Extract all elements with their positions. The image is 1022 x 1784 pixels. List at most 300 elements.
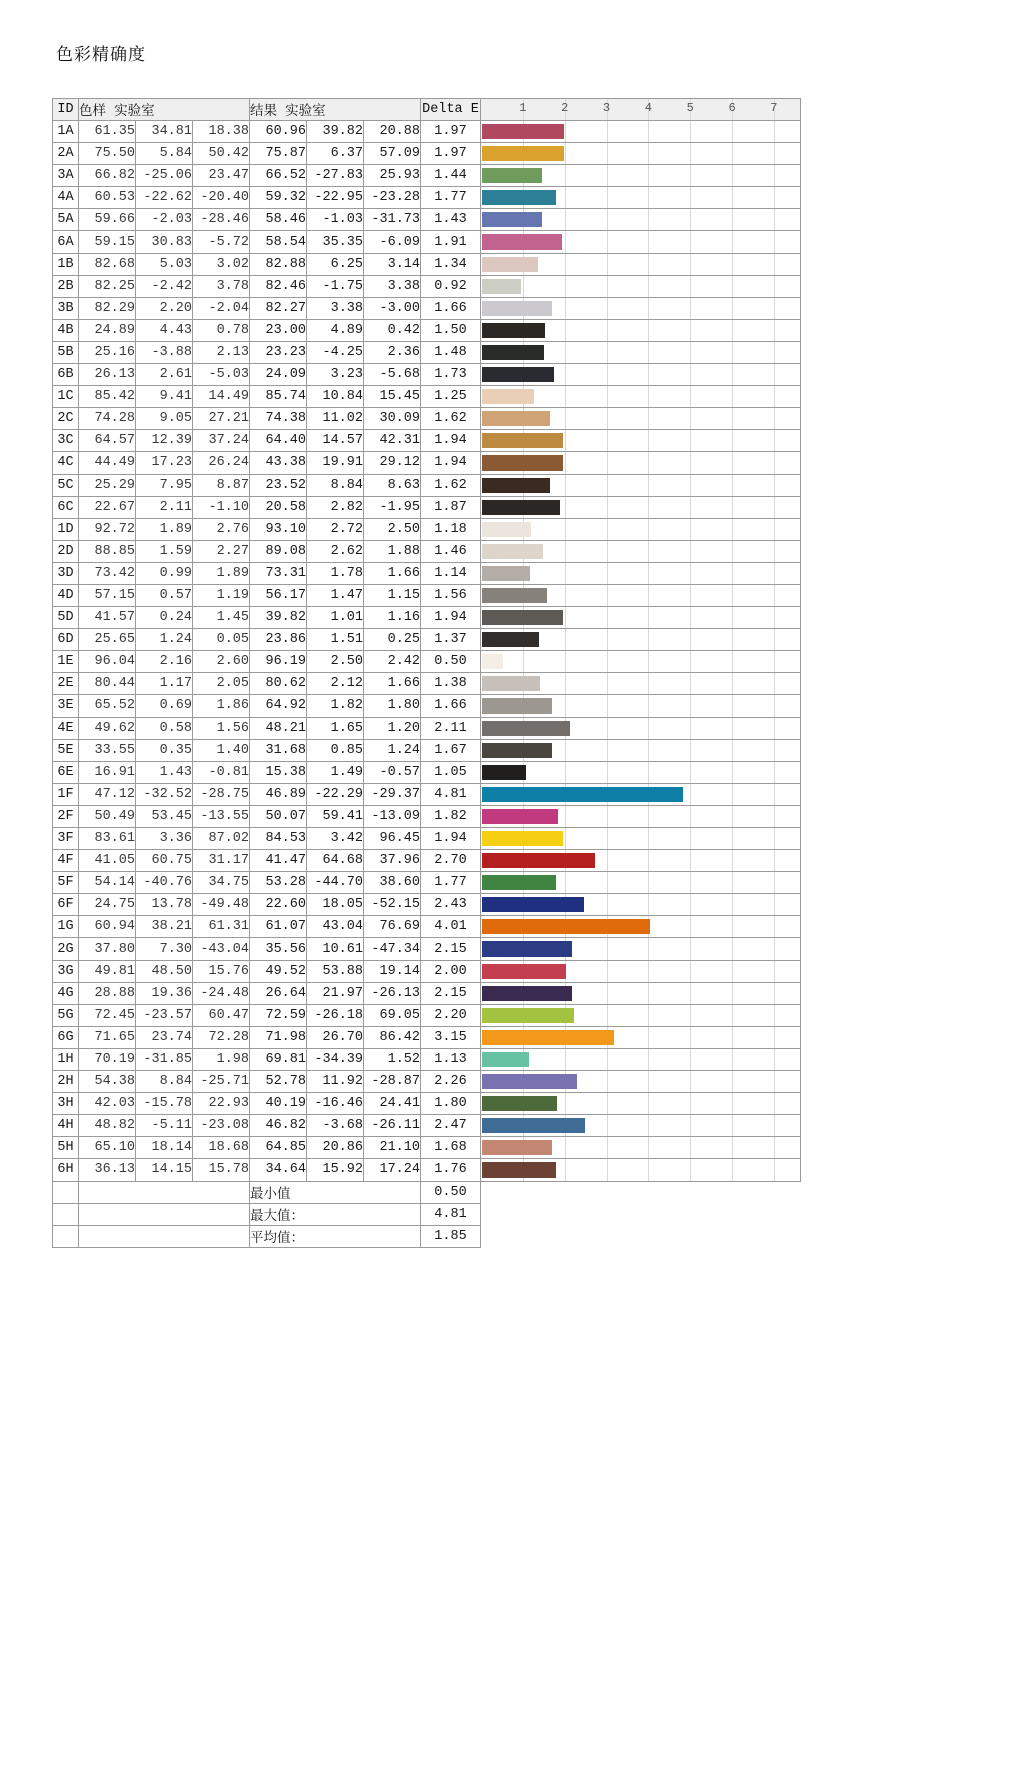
result-lab-1: 21.97 [307, 982, 364, 1004]
sample-lab-1: 0.58 [136, 717, 193, 739]
delta-e-bar-cell [481, 1093, 801, 1115]
delta-e-bar [482, 698, 552, 713]
result-lab-0: 23.52 [250, 474, 307, 496]
result-lab-0: 93.10 [250, 518, 307, 540]
result-lab-2: 25.93 [364, 165, 421, 187]
result-lab-1: 2.62 [307, 540, 364, 562]
delta-e-bar [482, 146, 564, 161]
result-lab-0: 23.86 [250, 629, 307, 651]
sample-lab-1: -15.78 [136, 1093, 193, 1115]
row-id: 2C [53, 408, 79, 430]
sample-lab-2: -5.72 [193, 231, 250, 253]
result-lab-0: 46.82 [250, 1115, 307, 1137]
sample-lab-0: 16.91 [79, 761, 136, 783]
result-lab-2: 1.80 [364, 695, 421, 717]
sample-lab-0: 60.53 [79, 187, 136, 209]
row-id: 5F [53, 872, 79, 894]
result-lab-0: 64.40 [250, 430, 307, 452]
header-axis [481, 99, 801, 121]
delta-e-value: 1.13 [421, 1048, 481, 1070]
row-id: 6A [53, 231, 79, 253]
row-id: 2B [53, 275, 79, 297]
result-lab-2: 0.42 [364, 319, 421, 341]
result-lab-1: -34.39 [307, 1048, 364, 1070]
delta-e-bar [482, 323, 545, 338]
delta-e-bar [482, 853, 595, 868]
sample-lab-0: 59.15 [79, 231, 136, 253]
table-row [53, 430, 801, 452]
row-id: 1H [53, 1048, 79, 1070]
delta-e-bar-cell [481, 1026, 801, 1048]
delta-e-bar-cell [481, 1159, 801, 1181]
axis-tick: 4 [644, 101, 652, 115]
result-lab-1: 64.68 [307, 850, 364, 872]
delta-e-value: 1.94 [421, 607, 481, 629]
delta-e-value: 1.14 [421, 562, 481, 584]
result-lab-0: 58.46 [250, 209, 307, 231]
result-lab-2: -26.13 [364, 982, 421, 1004]
delta-e-value: 1.76 [421, 1159, 481, 1181]
delta-e-value: 1.44 [421, 165, 481, 187]
result-lab-2: -28.87 [364, 1071, 421, 1093]
row-id: 4E [53, 717, 79, 739]
result-lab-2: -29.37 [364, 783, 421, 805]
delta-e-value: 2.43 [421, 894, 481, 916]
result-lab-0: 24.09 [250, 364, 307, 386]
result-lab-1: 39.82 [307, 121, 364, 143]
result-lab-1: -22.95 [307, 187, 364, 209]
delta-e-value: 2.20 [421, 1004, 481, 1026]
sample-lab-2: -24.48 [193, 982, 250, 1004]
delta-e-bar-cell [481, 165, 801, 187]
result-lab-0: 49.52 [250, 960, 307, 982]
sample-lab-1: 13.78 [136, 894, 193, 916]
sample-lab-1: -31.85 [136, 1048, 193, 1070]
delta-e-bar-cell [481, 695, 801, 717]
result-lab-0: 64.92 [250, 695, 307, 717]
sample-lab-2: 87.02 [193, 828, 250, 850]
delta-e-value: 2.15 [421, 982, 481, 1004]
delta-e-bar-cell [481, 143, 801, 165]
sample-lab-0: 85.42 [79, 386, 136, 408]
delta-e-bar [482, 1008, 574, 1023]
result-lab-0: 41.47 [250, 850, 307, 872]
sample-lab-2: 22.93 [193, 1093, 250, 1115]
sample-lab-2: 0.78 [193, 319, 250, 341]
row-id: 1E [53, 651, 79, 673]
delta-e-value: 3.15 [421, 1026, 481, 1048]
result-lab-1: 3.38 [307, 297, 364, 319]
delta-e-bar-cell [481, 872, 801, 894]
color-accuracy-table [52, 98, 801, 1248]
result-lab-2: 1.66 [364, 673, 421, 695]
sample-lab-1: 7.30 [136, 938, 193, 960]
sample-lab-2: 26.24 [193, 452, 250, 474]
sample-lab-0: 25.16 [79, 341, 136, 363]
sample-lab-1: 2.61 [136, 364, 193, 386]
delta-e-bar-cell [481, 1137, 801, 1159]
table-row [53, 1026, 801, 1048]
sample-lab-0: 54.14 [79, 872, 136, 894]
result-lab-2: 42.31 [364, 430, 421, 452]
delta-e-bar [482, 234, 562, 249]
sample-lab-0: 59.66 [79, 209, 136, 231]
row-id: 2G [53, 938, 79, 960]
delta-e-bar [482, 1096, 557, 1111]
table-row [53, 1159, 801, 1181]
sample-lab-1: 23.74 [136, 1026, 193, 1048]
sample-lab-0: 25.29 [79, 474, 136, 496]
delta-e-bar [482, 765, 526, 780]
table-row [53, 364, 801, 386]
result-lab-0: 82.27 [250, 297, 307, 319]
color-accuracy-chart [52, 98, 852, 1248]
axis-tick: 5 [686, 101, 694, 115]
sample-lab-2: -28.46 [193, 209, 250, 231]
sample-lab-1: 0.24 [136, 607, 193, 629]
delta-e-bar-cell [481, 938, 801, 960]
row-id: 5B [53, 341, 79, 363]
delta-e-bar-cell [481, 673, 801, 695]
delta-e-value: 2.26 [421, 1071, 481, 1093]
table-row [53, 761, 801, 783]
delta-e-bar-cell [481, 562, 801, 584]
delta-e-value: 1.82 [421, 805, 481, 827]
sample-lab-0: 92.72 [79, 518, 136, 540]
summary-value: 1.85 [421, 1225, 481, 1247]
header-result: 结果 实验室 [250, 99, 421, 121]
result-lab-1: 3.42 [307, 828, 364, 850]
result-lab-2: 69.05 [364, 1004, 421, 1026]
sample-lab-2: 1.86 [193, 695, 250, 717]
sample-lab-2: 1.56 [193, 717, 250, 739]
delta-e-value: 1.50 [421, 319, 481, 341]
delta-e-bar-cell [481, 496, 801, 518]
axis-tick: 7 [770, 101, 778, 115]
delta-e-bar-cell [481, 1048, 801, 1070]
sample-lab-2: 1.89 [193, 562, 250, 584]
sample-lab-2: -49.48 [193, 894, 250, 916]
result-lab-1: -4.25 [307, 341, 364, 363]
delta-e-bar [482, 743, 552, 758]
sample-lab-2: -20.40 [193, 187, 250, 209]
sample-lab-1: 60.75 [136, 850, 193, 872]
result-lab-2: 1.20 [364, 717, 421, 739]
delta-e-bar-cell [481, 982, 801, 1004]
delta-e-value: 1.87 [421, 496, 481, 518]
result-lab-2: -0.57 [364, 761, 421, 783]
delta-e-value: 1.56 [421, 584, 481, 606]
delta-e-bar [482, 919, 650, 934]
row-id: 3E [53, 695, 79, 717]
result-lab-1: -22.29 [307, 783, 364, 805]
sample-lab-2: -0.81 [193, 761, 250, 783]
result-lab-2: -13.09 [364, 805, 421, 827]
result-lab-1: 1.01 [307, 607, 364, 629]
sample-lab-2: -1.10 [193, 496, 250, 518]
row-id: 2H [53, 1071, 79, 1093]
sample-lab-0: 74.28 [79, 408, 136, 430]
sample-lab-1: 19.36 [136, 982, 193, 1004]
sample-lab-1: 0.99 [136, 562, 193, 584]
delta-e-bar-cell [481, 960, 801, 982]
delta-e-bar-cell [481, 805, 801, 827]
sample-lab-1: 38.21 [136, 916, 193, 938]
sample-lab-1: 53.45 [136, 805, 193, 827]
delta-e-bar [482, 190, 556, 205]
page-title: 色彩精确度 [56, 45, 146, 64]
delta-e-value: 1.66 [421, 695, 481, 717]
row-id: 1C [53, 386, 79, 408]
row-id: 5C [53, 474, 79, 496]
summary-row [53, 1225, 801, 1247]
result-lab-1: 15.92 [307, 1159, 364, 1181]
sample-lab-2: 60.47 [193, 1004, 250, 1026]
sample-lab-0: 73.42 [79, 562, 136, 584]
row-id: 1F [53, 783, 79, 805]
sample-lab-2: 1.45 [193, 607, 250, 629]
sample-lab-1: 2.16 [136, 651, 193, 673]
sample-lab-1: 14.15 [136, 1159, 193, 1181]
result-lab-1: 14.57 [307, 430, 364, 452]
table-row [53, 607, 801, 629]
sample-lab-1: 34.81 [136, 121, 193, 143]
table-row [53, 828, 801, 850]
table-row [53, 850, 801, 872]
row-id: 2E [53, 673, 79, 695]
sample-lab-1: -25.06 [136, 165, 193, 187]
delta-e-value: 1.43 [421, 209, 481, 231]
sample-lab-1: 5.84 [136, 143, 193, 165]
result-lab-2: 2.36 [364, 341, 421, 363]
sample-lab-0: 65.52 [79, 695, 136, 717]
row-id: 4H [53, 1115, 79, 1137]
row-id: 4C [53, 452, 79, 474]
result-lab-0: 66.52 [250, 165, 307, 187]
result-lab-0: 59.32 [250, 187, 307, 209]
delta-e-bar [482, 1052, 529, 1067]
result-lab-0: 89.08 [250, 540, 307, 562]
result-lab-1: 11.02 [307, 408, 364, 430]
delta-e-bar-cell [481, 121, 801, 143]
sample-lab-1: 1.59 [136, 540, 193, 562]
bar-gridlines [481, 762, 800, 783]
sample-lab-0: 28.88 [79, 982, 136, 1004]
sample-lab-0: 82.68 [79, 253, 136, 275]
table-row [53, 1071, 801, 1093]
result-lab-1: 2.50 [307, 651, 364, 673]
sample-lab-2: -25.71 [193, 1071, 250, 1093]
result-lab-2: 1.24 [364, 739, 421, 761]
result-lab-2: 37.96 [364, 850, 421, 872]
sample-lab-0: 60.94 [79, 916, 136, 938]
summary-label: 最小值 [250, 1181, 421, 1203]
summary-blank [481, 1203, 801, 1225]
bar-gridlines [481, 651, 800, 672]
sample-lab-2: 1.19 [193, 584, 250, 606]
delta-e-bar [482, 124, 564, 139]
result-lab-0: 23.00 [250, 319, 307, 341]
delta-e-bar [482, 257, 538, 272]
summary-spacer [53, 1203, 79, 1225]
table-row [53, 386, 801, 408]
sample-lab-1: 17.23 [136, 452, 193, 474]
table-row [53, 297, 801, 319]
delta-e-value: 1.46 [421, 540, 481, 562]
result-lab-0: 72.59 [250, 1004, 307, 1026]
result-lab-1: 0.85 [307, 739, 364, 761]
delta-e-bar [482, 610, 563, 625]
result-lab-0: 39.82 [250, 607, 307, 629]
sample-lab-2: 3.02 [193, 253, 250, 275]
delta-e-bar [482, 522, 531, 537]
delta-e-bar-cell [481, 1115, 801, 1137]
row-id: 4B [53, 319, 79, 341]
result-lab-2: -47.34 [364, 938, 421, 960]
row-id: 1A [53, 121, 79, 143]
sample-lab-2: -5.03 [193, 364, 250, 386]
delta-e-bar-cell [481, 319, 801, 341]
result-lab-1: 1.78 [307, 562, 364, 584]
summary-row [53, 1203, 801, 1225]
row-id: 3F [53, 828, 79, 850]
sample-lab-0: 36.13 [79, 1159, 136, 1181]
delta-e-bar-cell [481, 540, 801, 562]
table-row [53, 673, 801, 695]
sample-lab-1: -2.03 [136, 209, 193, 231]
table-row [53, 187, 801, 209]
delta-e-bar [482, 367, 554, 382]
delta-e-bar [482, 897, 584, 912]
table-row [53, 739, 801, 761]
sample-lab-2: -2.04 [193, 297, 250, 319]
row-id: 1B [53, 253, 79, 275]
table-row [53, 165, 801, 187]
delta-e-bar [482, 433, 563, 448]
table-row [53, 562, 801, 584]
sample-lab-2: 50.42 [193, 143, 250, 165]
table-row [53, 452, 801, 474]
delta-e-bar [482, 1118, 585, 1133]
sample-lab-1: 4.43 [136, 319, 193, 341]
delta-e-bar-cell [481, 187, 801, 209]
axis-tick: 6 [728, 101, 736, 115]
delta-e-bar [482, 212, 542, 227]
delta-e-bar [482, 1074, 577, 1089]
sample-lab-2: 18.38 [193, 121, 250, 143]
result-lab-0: 73.31 [250, 562, 307, 584]
result-lab-2: -31.73 [364, 209, 421, 231]
sample-lab-0: 61.35 [79, 121, 136, 143]
result-lab-0: 60.96 [250, 121, 307, 143]
sample-lab-1: 1.43 [136, 761, 193, 783]
sample-lab-1: 2.11 [136, 496, 193, 518]
row-id: 2D [53, 540, 79, 562]
row-id: 6G [53, 1026, 79, 1048]
row-id: 1D [53, 518, 79, 540]
result-lab-2: 30.09 [364, 408, 421, 430]
sample-lab-2: 0.05 [193, 629, 250, 651]
result-lab-1: 8.84 [307, 474, 364, 496]
sample-lab-0: 83.61 [79, 828, 136, 850]
delta-e-value: 0.92 [421, 275, 481, 297]
sample-lab-0: 71.65 [79, 1026, 136, 1048]
sample-lab-2: 3.78 [193, 275, 250, 297]
delta-e-value: 1.77 [421, 872, 481, 894]
sample-lab-1: 3.36 [136, 828, 193, 850]
delta-e-bar [482, 809, 558, 824]
sample-lab-0: 50.49 [79, 805, 136, 827]
delta-e-bar-cell [481, 430, 801, 452]
delta-e-bar [482, 279, 521, 294]
delta-e-value: 1.38 [421, 673, 481, 695]
sample-lab-0: 80.44 [79, 673, 136, 695]
result-lab-0: 85.74 [250, 386, 307, 408]
result-lab-0: 53.28 [250, 872, 307, 894]
delta-e-value: 2.15 [421, 938, 481, 960]
table-row [53, 341, 801, 363]
sample-lab-0: 82.25 [79, 275, 136, 297]
row-id: 3H [53, 1093, 79, 1115]
delta-e-bar-cell [481, 850, 801, 872]
delta-e-bar-cell [481, 828, 801, 850]
sample-lab-2: -13.55 [193, 805, 250, 827]
result-lab-1: -3.68 [307, 1115, 364, 1137]
sample-lab-2: 2.05 [193, 673, 250, 695]
sample-lab-0: 41.57 [79, 607, 136, 629]
delta-e-value: 1.66 [421, 297, 481, 319]
sample-lab-1: 30.83 [136, 231, 193, 253]
delta-e-value: 1.62 [421, 408, 481, 430]
result-lab-1: 1.49 [307, 761, 364, 783]
result-lab-1: 10.84 [307, 386, 364, 408]
result-lab-1: -27.83 [307, 165, 364, 187]
row-id: 3C [53, 430, 79, 452]
result-lab-1: 1.65 [307, 717, 364, 739]
sample-lab-2: 15.78 [193, 1159, 250, 1181]
result-lab-2: 1.52 [364, 1048, 421, 1070]
result-lab-0: 34.64 [250, 1159, 307, 1181]
table-row [53, 319, 801, 341]
delta-e-bar-cell [481, 584, 801, 606]
summary-label: 最大值： [250, 1203, 421, 1225]
delta-e-bar-cell [481, 209, 801, 231]
result-lab-2: 1.88 [364, 540, 421, 562]
delta-e-value: 4.81 [421, 783, 481, 805]
delta-e-bar-cell [481, 341, 801, 363]
delta-e-bar [482, 345, 544, 360]
delta-e-value: 1.62 [421, 474, 481, 496]
result-lab-0: 82.88 [250, 253, 307, 275]
sample-lab-2: 2.13 [193, 341, 250, 363]
delta-e-value: 1.48 [421, 341, 481, 363]
row-id: 4D [53, 584, 79, 606]
delta-e-value: 1.73 [421, 364, 481, 386]
summary-spacer [53, 1225, 79, 1247]
delta-e-bar-cell [481, 408, 801, 430]
row-id: 3G [53, 960, 79, 982]
delta-e-bar-cell [481, 364, 801, 386]
delta-e-value: 1.97 [421, 121, 481, 143]
summary-blank [481, 1181, 801, 1203]
header-sample: 色样 实验室 [79, 99, 250, 121]
delta-e-value: 1.25 [421, 386, 481, 408]
result-lab-2: 15.45 [364, 386, 421, 408]
sample-lab-0: 22.67 [79, 496, 136, 518]
delta-e-bar [482, 301, 552, 316]
row-id: 6D [53, 629, 79, 651]
result-lab-0: 50.07 [250, 805, 307, 827]
